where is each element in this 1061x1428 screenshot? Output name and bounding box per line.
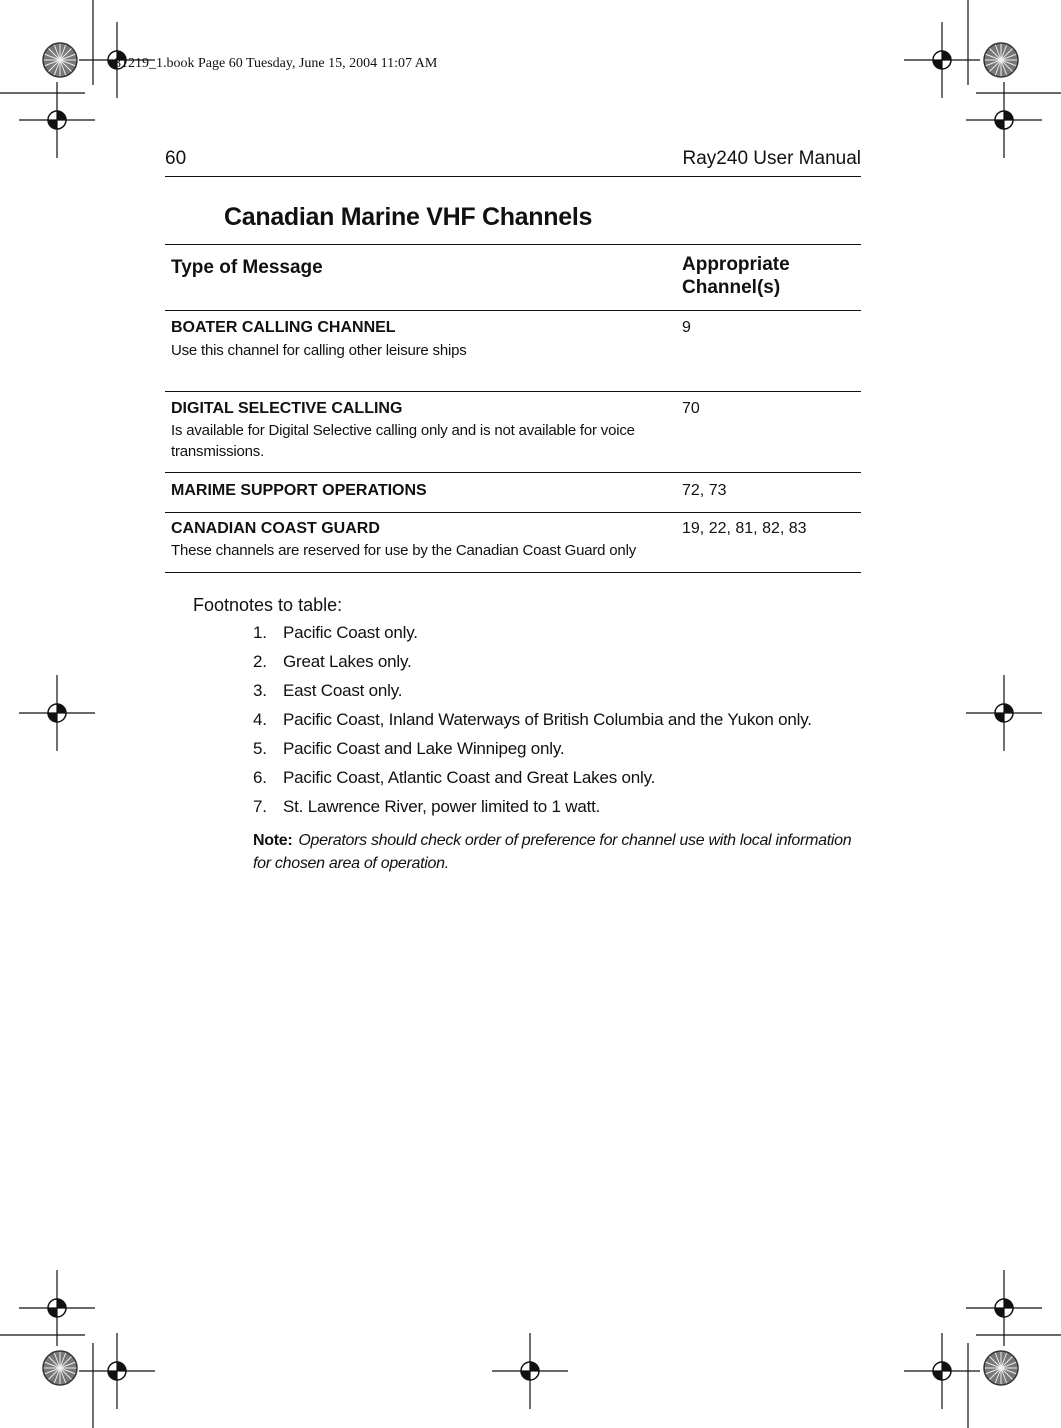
manual-title: Ray240 User Manual xyxy=(682,148,861,169)
print-slug: 81219_1.book Page 60 Tuesday, June 15, 2004 11:07 AM xyxy=(114,56,438,71)
column-header-message-type: Type of Message xyxy=(171,257,323,278)
table-header-rule xyxy=(165,310,861,311)
row-channels: 70 xyxy=(682,400,700,417)
list-item: 7. St. Lawrence River, power limited to 1 watt. xyxy=(253,797,601,816)
row-description: Is available for Digital Selective calling only and is not available for voice transmissions. xyxy=(171,422,635,460)
list-item: 4. Pacific Coast, Inland Waterways of British Columbia and the Yukon only. xyxy=(253,710,812,729)
row-description: These channels are reserved for use by the Canadian Coast Guard only xyxy=(171,542,637,559)
row-channels: 19, 22, 81, 82, 83 xyxy=(682,520,807,537)
list-item: 2. Great Lakes only. xyxy=(253,652,412,671)
note xyxy=(253,829,865,875)
row-channels: 72, 73 xyxy=(682,482,727,499)
table-bottom-rule xyxy=(165,572,861,573)
table-top-rule xyxy=(165,244,861,245)
list-item: 6. Pacific Coast, Atlantic Coast and Great Lakes only. xyxy=(253,768,656,787)
list-item: 3. East Coast only. xyxy=(253,681,403,700)
row-title: DIGITAL SELECTIVE CALLING xyxy=(171,400,403,417)
column-header-channels: Appropriate Channel(s) xyxy=(682,254,790,298)
row-divider xyxy=(165,472,861,473)
header-rule xyxy=(165,176,861,177)
row-title: BOATER CALLING CHANNEL xyxy=(171,319,396,336)
list-item: 1. Pacific Coast only. xyxy=(253,623,418,642)
row-divider xyxy=(165,512,861,513)
note-text: Operators should check order of preference for channel use with local information for chosen area of operation. xyxy=(253,832,852,872)
row-channels: 9 xyxy=(682,319,691,336)
row-description: Use this channel for calling other leisure ships xyxy=(171,342,467,359)
section-title: Canadian Marine VHF Channels xyxy=(224,203,593,231)
row-title: MARIME SUPPORT OPERATIONS xyxy=(171,482,427,499)
footnotes-title: Footnotes to table: xyxy=(193,595,343,615)
row-title: CANADIAN COAST GUARD xyxy=(171,520,380,537)
page-number: 60 xyxy=(165,148,187,169)
list-item: 5. Pacific Coast and Lake Winnipeg only. xyxy=(253,739,565,758)
note-label: Note: xyxy=(253,832,293,849)
row-divider xyxy=(165,391,861,392)
